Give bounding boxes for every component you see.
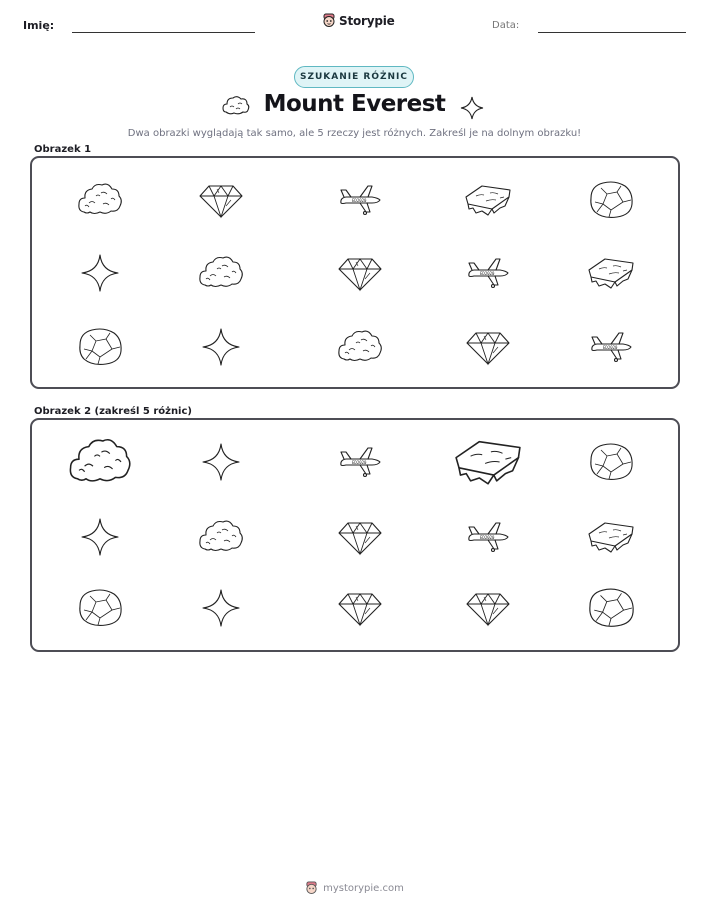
sparkle-icon[interactable] <box>201 588 241 628</box>
page-title: Mount Everest <box>263 91 446 117</box>
rock-slab-icon <box>586 254 636 292</box>
airplane-icon-drawing <box>337 183 383 217</box>
airplane-icon <box>465 256 511 290</box>
boulder-icon-drawing <box>587 441 635 483</box>
boulder-icon <box>76 326 124 368</box>
airplane-icon[interactable] <box>465 520 511 554</box>
cloud-icon-drawing <box>198 518 244 556</box>
cloud-icon[interactable] <box>68 435 132 488</box>
boulder-icon[interactable] <box>587 441 635 483</box>
cloud-icon-drawing <box>198 254 244 292</box>
svg-text:ED2020: ED2020 <box>352 198 367 203</box>
sparkle-icon <box>201 327 241 367</box>
footer-site: mystorypie.com <box>323 882 404 894</box>
sparkle-icon <box>80 253 120 293</box>
diamond-icon[interactable] <box>337 518 383 556</box>
diamond-icon <box>465 328 511 366</box>
airplane-icon[interactable] <box>337 445 383 479</box>
sparkle-icon-drawing <box>80 253 120 293</box>
sparkle-icon[interactable] <box>201 442 241 482</box>
name-label: Imię: <box>23 19 55 32</box>
footer <box>0 881 709 895</box>
cloud-icon[interactable] <box>198 518 244 556</box>
instructions: Dwa obrazki wyglądają tak samo, ale 5 rzeczy jest różnych. Zakreśl je na dolnym obrazku! <box>127 128 582 139</box>
name-field-line[interactable] <box>72 32 255 33</box>
boulder-icon-drawing <box>587 179 635 221</box>
diamond-icon-drawing <box>198 181 244 219</box>
rock-slab-icon-drawing <box>586 254 636 292</box>
diamond-icon <box>198 181 244 219</box>
rock-slab-icon-drawing <box>463 181 513 219</box>
svg-text:ED2020: ED2020 <box>352 460 367 465</box>
diamond-icon <box>337 254 383 292</box>
diamond-icon-drawing <box>465 589 511 627</box>
airplane-icon-drawing <box>337 445 383 479</box>
boulder-icon <box>587 179 635 221</box>
rock-slab-icon <box>463 181 513 219</box>
cloud-icon-drawing <box>77 181 123 219</box>
cloud-icon <box>337 328 383 366</box>
boulder-icon-drawing <box>76 326 124 368</box>
diamond-icon-drawing <box>337 589 383 627</box>
boulder-icon[interactable] <box>76 587 124 629</box>
mascot-icon <box>305 881 318 895</box>
boulder-icon-drawing <box>586 586 636 630</box>
airplane-icon-drawing <box>588 330 634 364</box>
diamond-icon-drawing <box>465 328 511 366</box>
sparkle-icon[interactable] <box>80 517 120 557</box>
diamond-icon-drawing <box>337 518 383 556</box>
brand-logo <box>322 13 395 28</box>
cloud-icon-drawing <box>337 328 383 366</box>
picture-1-label: Obrazek 1 <box>34 144 92 155</box>
sparkle-icon-drawing <box>201 327 241 367</box>
rock-slab-icon-drawing <box>452 434 525 489</box>
rock-slab-icon-drawing <box>586 518 636 556</box>
diamond-icon[interactable] <box>465 589 511 627</box>
sparkle-icon-drawing <box>80 517 120 557</box>
sparkle-icon <box>460 96 484 120</box>
diamond-icon[interactable] <box>337 589 383 627</box>
airplane-icon-drawing <box>465 520 511 554</box>
svg-text:ED2020: ED2020 <box>603 345 618 350</box>
mascot-icon <box>322 13 336 28</box>
airplane-icon <box>588 330 634 364</box>
cloud-icon-drawing <box>68 435 132 488</box>
boulder-icon[interactable] <box>586 586 636 630</box>
picture-2-label: Obrazek 2 (zakreśl 5 różnic) <box>34 406 192 417</box>
diamond-icon-drawing <box>337 254 383 292</box>
category-badge: SZUKANIE RÓŻNIC <box>294 66 414 88</box>
brand-name: Storypie <box>339 13 395 28</box>
rock-slab-icon[interactable] <box>586 518 636 556</box>
svg-text:ED2020: ED2020 <box>480 535 495 540</box>
cloud-icon <box>198 254 244 292</box>
boulder-icon-drawing <box>76 587 124 629</box>
sparkle-icon-drawing <box>201 442 241 482</box>
cloud-icon <box>77 181 123 219</box>
date-field-line[interactable] <box>538 32 686 33</box>
svg-text:ED2020: ED2020 <box>480 271 495 276</box>
sparkle-icon-drawing <box>201 588 241 628</box>
airplane-icon-drawing <box>465 256 511 290</box>
rock-slab-icon[interactable] <box>452 434 525 489</box>
date-label: Data: <box>492 20 520 31</box>
airplane-icon <box>337 183 383 217</box>
